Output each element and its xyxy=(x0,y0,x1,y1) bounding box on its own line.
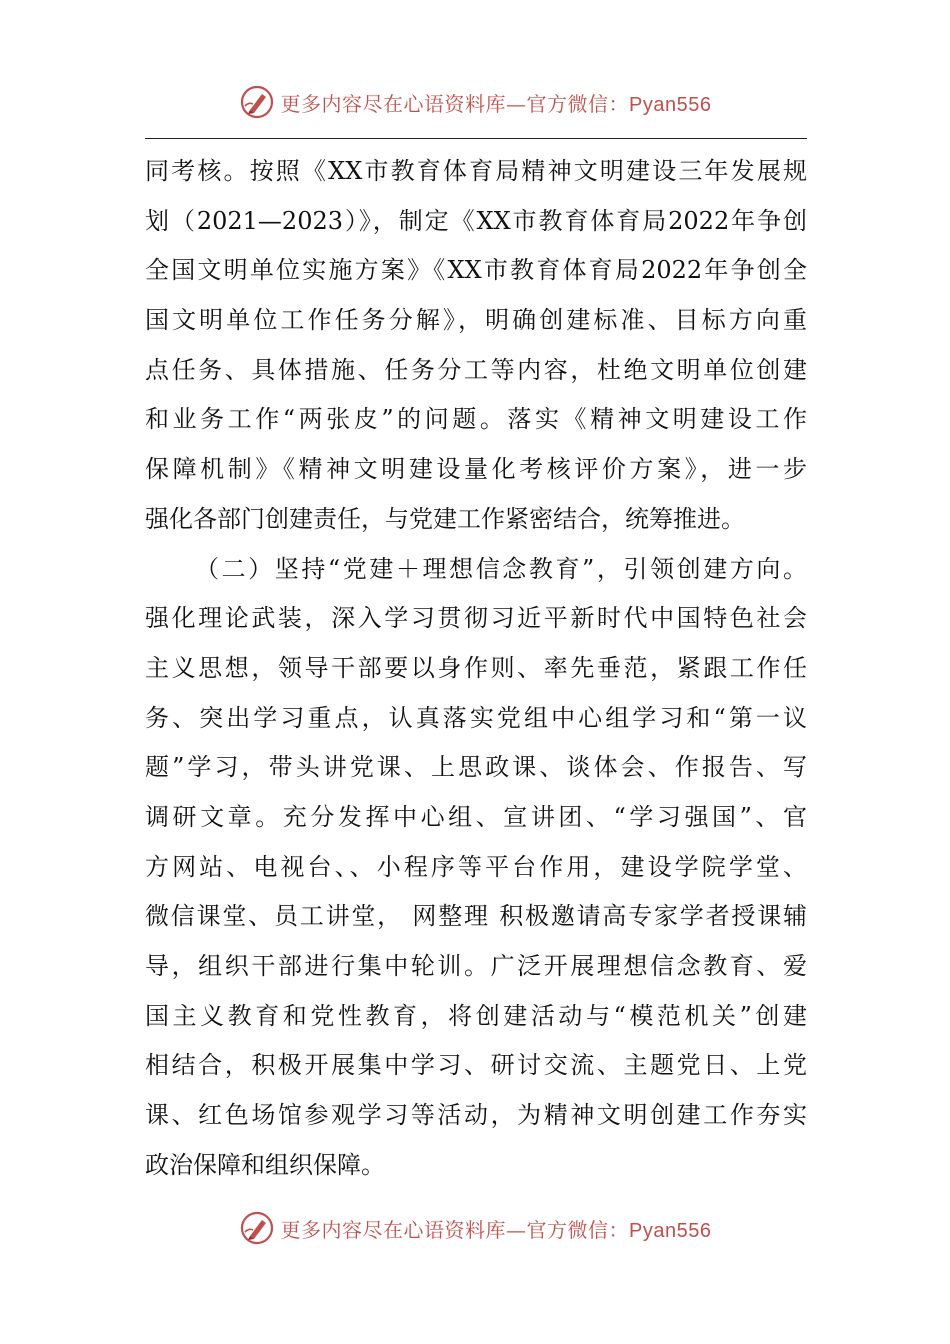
body-line: 同考核。按照《XX市教育体育局精神文明建设三年发展规 xyxy=(145,157,807,185)
body-line: 强化各部门创建责任，与党建工作紧密结合，统筹推进。 xyxy=(145,504,745,533)
body-line: 保障机制》《精神文明建设量化考核评价方案》，进一步 xyxy=(145,455,807,484)
body-line: 调研文章。充分发挥中心组、宣讲团、“学习强国”、官 xyxy=(145,802,807,831)
body-line: 和业务工作“两张皮”的问题。落实《精神文明建设工作 xyxy=(145,405,807,434)
body-line: 国文明单位工作任务分解》，明确创建标准、目标方向重 xyxy=(145,306,807,335)
pen-logo-icon xyxy=(239,84,275,120)
body-line: 主义思想，领导干部要以身作则、率先垂范，紧跟工作任 xyxy=(145,653,807,682)
body-line: 务、突出学习重点，认真落实党组中心组学习和“第一议 xyxy=(145,703,807,732)
body-line: 题”学习，带头讲党课、上思政课、谈体会、作报告、写 xyxy=(145,753,807,782)
header-banner xyxy=(0,80,950,124)
body-line: 强化理论武装，深入学习贯彻习近平新时代中国特色社会 xyxy=(145,604,807,633)
header-divider xyxy=(145,138,807,139)
header-wechat-id: Pyan556 xyxy=(629,93,712,116)
document-body xyxy=(145,147,807,1190)
header-banner-text: 更多内容尽在心语资料库—官方微信：Pyan556 xyxy=(280,91,712,116)
body-line: 国主义教育和党性教育，将创建活动与“模范机关”创建 xyxy=(145,1001,807,1030)
body-line: 方网站、电视台、、小程序等平台作用，建设学院学堂、 xyxy=(145,852,807,881)
pen-logo-icon xyxy=(239,1210,275,1246)
body-line: 课、红色场馆参观学习等活动，为精神文明创建工作夯实 xyxy=(145,1101,807,1130)
body-line: 全国文明单位实施方案》《XX市教育体育局2022年争创全 xyxy=(145,256,807,285)
footer-wechat-id: Pyan556 xyxy=(629,1219,712,1242)
footer-banner xyxy=(0,1206,950,1250)
body-line: 导，组织干部进行集中轮训。广泛开展理想信念教育、爱 xyxy=(145,952,807,980)
body-line: 划（2021—2023）》，制定《XX市教育体育局2022年争创 xyxy=(145,206,807,235)
body-line: 政治保障和组织保障。 xyxy=(145,1150,385,1179)
body-line: 点任务、具体措施、任务分工等内容，杜绝文明单位创建 xyxy=(145,355,807,384)
body-line: 相结合，积极开展集中学习、研讨交流、主题党日、上党 xyxy=(145,1051,807,1080)
body-line: 微信课堂、员工讲堂， 网整理 积极邀请高专家学者授课辅 xyxy=(145,902,807,931)
footer-banner-text: 更多内容尽在心语资料库—官方微信：Pyan556 xyxy=(280,1217,712,1242)
section-heading: （二）坚持“党建＋理想信念教育”，引领创建方向。 xyxy=(195,554,807,583)
